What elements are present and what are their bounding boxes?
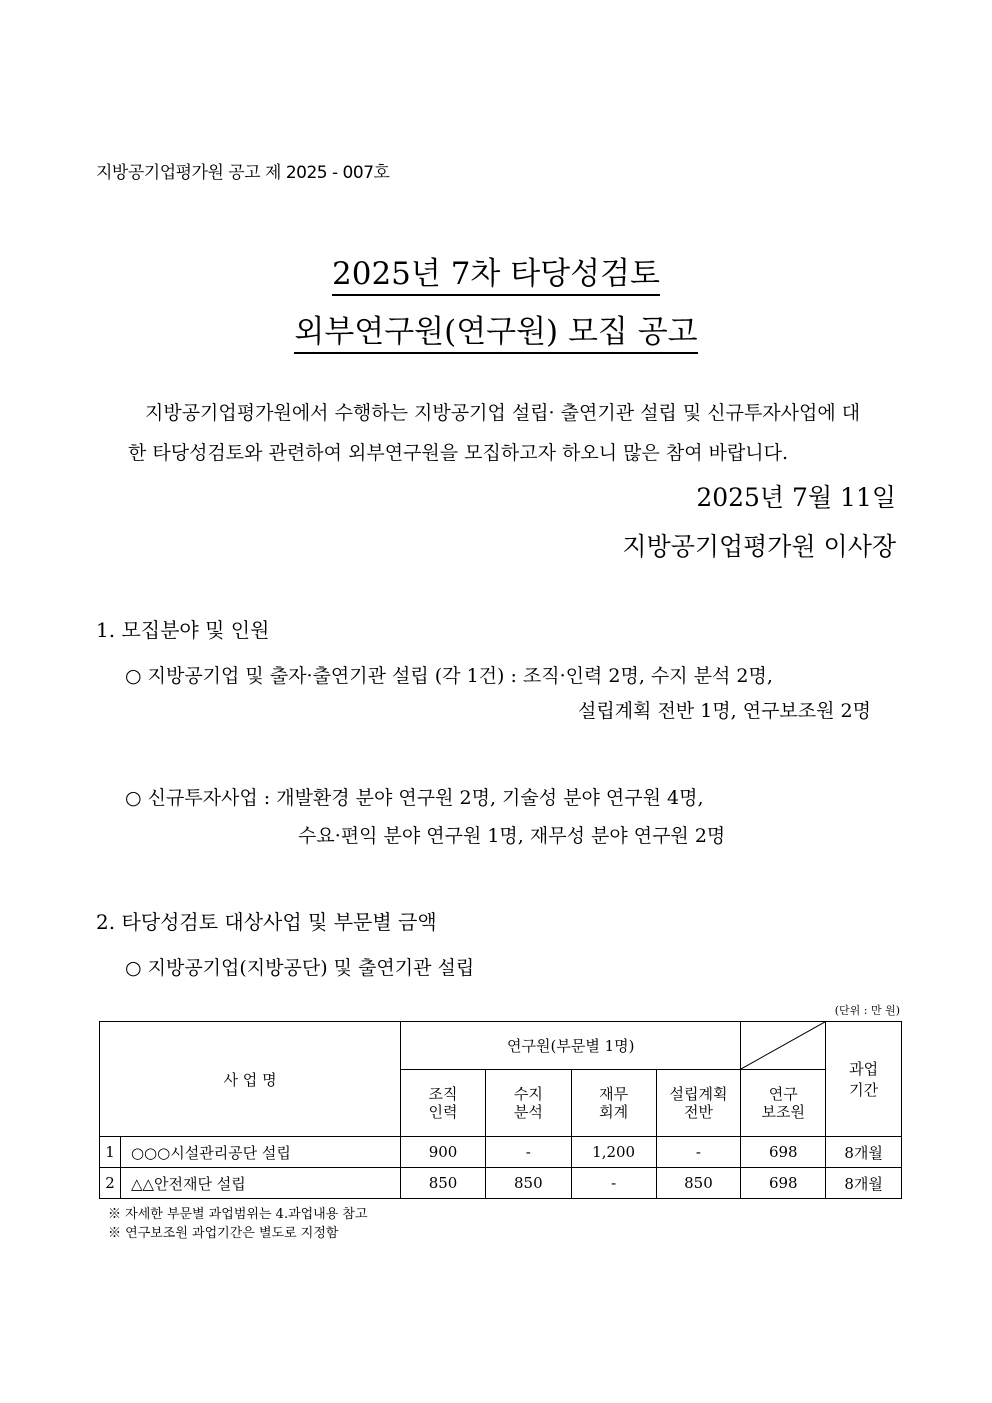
row-project-name: △△안전재단 설립	[120, 1168, 400, 1199]
budget-table	[99, 1021, 902, 1199]
title-line-2-text: 외부연구원(연구원) 모집 공고	[294, 314, 697, 354]
row-project-name: ○○○시설관리공단 설립	[120, 1137, 400, 1168]
notice-number: 지방공기업평가원 공고 제 2025 - 007호	[96, 163, 390, 183]
table-row	[100, 1168, 902, 1199]
section-1-item-2-line-1: ○ 신규투자사업 : 개발환경 분야 연구원 2명, 기술성 분야 연구원 4명,	[125, 787, 704, 809]
row-asst: 698	[741, 1137, 826, 1168]
row-plan: 850	[656, 1168, 741, 1199]
header-acc: 재무 회계	[571, 1070, 656, 1137]
row-fin: -	[485, 1137, 571, 1168]
row-period: 8개월	[826, 1137, 902, 1168]
header-plan: 설립계획 전반	[656, 1070, 741, 1137]
signer: 지방공기업평가원 이사장	[622, 532, 896, 561]
section-1-item-1-line-1: ○ 지방공기업 및 출자·출연기관 설립 (각 1건) : 조직·인력 2명, 수지 분석 2명,	[125, 665, 773, 687]
row-period: 8개월	[826, 1168, 902, 1199]
header-researcher-group: 연구원(부문별 1명)	[401, 1022, 741, 1070]
diagonal-line	[741, 1022, 825, 1069]
section-1-item-2-line-2: 수요·편익 분야 연구원 1명, 재무성 분야 연구원 2명	[298, 825, 726, 847]
row-plan: -	[656, 1137, 741, 1168]
header-fin: 수지 분석	[485, 1070, 571, 1137]
title-line-1	[0, 248, 992, 293]
row-asst: 698	[741, 1168, 826, 1199]
notice-date: 2025년 7월 11일	[696, 483, 896, 512]
header-diagonal-cell	[741, 1022, 826, 1070]
header-org: 조직 인력	[401, 1070, 486, 1137]
note-2: ※ 연구보조원 과업기간은 별도로 지정함	[108, 1226, 339, 1241]
section-2-subheading: ○ 지방공기업(지방공단) 및 출연기관 설립	[125, 957, 475, 979]
row-number: 1	[100, 1137, 121, 1168]
row-acc: 1,200	[571, 1137, 656, 1168]
intro-line-1: 지방공기업평가원에서 수행하는 지방공기업 설립· 출연기관 설립 및 신규투자사업에 대	[145, 402, 861, 424]
header-asst: 연구 보조원	[741, 1070, 826, 1137]
title-line-1-text: 2025년 7차 타당성검토	[332, 256, 660, 296]
section-2-heading: 2. 타당성검토 대상사업 및 부문별 금액	[96, 910, 437, 934]
table-row	[100, 1137, 902, 1168]
row-acc: -	[571, 1168, 656, 1199]
section-1-item-1-line-2: 설립계획 전반 1명, 연구보조원 2명	[578, 700, 871, 722]
note-1: ※ 자세한 부문별 과업범위는 4.과업내용 참고	[108, 1207, 368, 1222]
row-org: 850	[401, 1168, 486, 1199]
row-fin: 850	[485, 1168, 571, 1199]
title-line-2	[0, 306, 992, 351]
header-period: 과업 기간	[826, 1022, 902, 1137]
unit-label: (단위 : 만 원)	[834, 1004, 900, 1017]
row-number: 2	[100, 1168, 121, 1199]
intro-line-2: 한 타당성검토와 관련하여 외부연구원을 모집하고자 하오니 많은 참여 바랍니다.	[128, 442, 789, 464]
section-1-heading: 1. 모집분야 및 인원	[96, 618, 270, 642]
row-org: 900	[401, 1137, 486, 1168]
header-project: 사 업 명	[100, 1022, 401, 1137]
